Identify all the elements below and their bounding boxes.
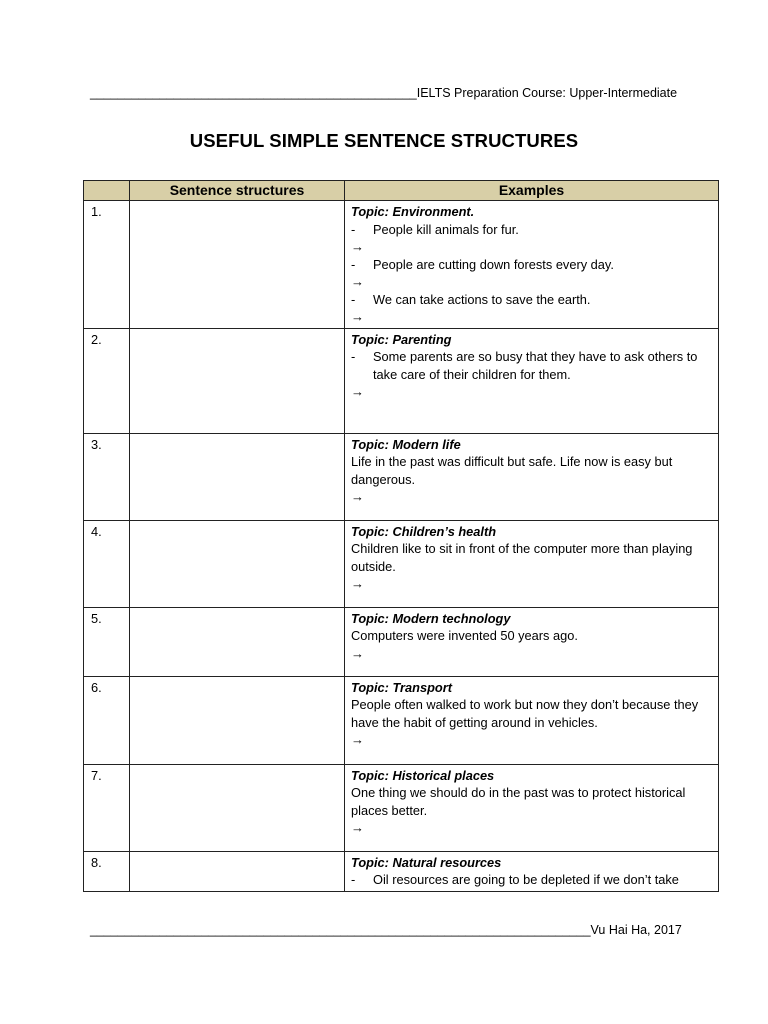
- header-sentence-structures: Sentence structures: [130, 181, 345, 201]
- row-number: 2.: [84, 328, 130, 433]
- table-row: [84, 851, 719, 891]
- row-number: 5.: [84, 607, 130, 676]
- arrow-right-icon: →: [351, 489, 364, 504]
- example-item: - Oil resources are going to be depleted if we don’t take: [351, 872, 679, 887]
- header-rule: _______________________________________________: [90, 86, 417, 100]
- row-number: 3.: [84, 433, 130, 520]
- example-item: - People kill animals for fur.: [351, 221, 519, 237]
- example-cell: [345, 433, 719, 520]
- topic-label: Topic: Children’s health: [351, 523, 497, 539]
- footer-author: Vu Hai Ha, 2017: [590, 923, 682, 937]
- row-number: 4.: [84, 520, 130, 607]
- header-course: IELTS Preparation Course: Upper-Intermediate: [416, 86, 678, 100]
- topic-label: Topic: Natural resources: [351, 854, 502, 870]
- arrow-right-icon: →: [351, 645, 364, 661]
- structure-cell[interactable]: [130, 851, 345, 891]
- example-cell: [345, 764, 719, 851]
- structure-cell[interactable]: [130, 764, 345, 851]
- arrow-right-icon: →: [351, 576, 364, 591]
- structure-cell[interactable]: [130, 201, 345, 329]
- arrow-right-icon: →: [351, 274, 364, 289]
- arrow-right-icon: →: [351, 309, 364, 324]
- row-number: 6.: [84, 676, 130, 764]
- sentence-structures-table: [83, 180, 719, 892]
- structure-cell[interactable]: [130, 520, 345, 607]
- example-text: People often walked to work but now they don’t because they have the habit of getting around in vehicles.: [351, 697, 699, 730]
- example-text: Life in the past was difficult but safe. Life now is easy but dangerous.: [351, 454, 673, 487]
- table-row: [84, 676, 719, 764]
- header-examples: Examples: [345, 181, 719, 201]
- row-number: 1.: [84, 201, 130, 329]
- page-footer: [90, 923, 682, 937]
- structure-cell[interactable]: [130, 433, 345, 520]
- example-item: - People are cutting down forests every day.: [351, 256, 614, 272]
- example-cell: [345, 328, 719, 433]
- arrow-right-icon: →: [351, 384, 364, 399]
- example-cell: [345, 851, 719, 891]
- structure-cell[interactable]: [130, 328, 345, 433]
- page-header: [90, 86, 677, 100]
- table-header-row: [84, 181, 719, 201]
- topic-label: Topic: Historical places: [351, 767, 495, 783]
- arrow-right-icon: →: [351, 820, 364, 835]
- topic-label: Topic: Transport: [351, 679, 452, 695]
- table-row: [84, 607, 719, 676]
- topic-label: Topic: Modern life: [351, 436, 461, 452]
- table-row: [84, 328, 719, 433]
- table-row: [84, 201, 719, 329]
- table-row: [84, 520, 719, 607]
- example-cell: [345, 520, 719, 607]
- topic-label: Topic: Parenting: [351, 331, 452, 347]
- page-title: USEFUL SIMPLE SENTENCE STRUCTURES: [189, 130, 579, 151]
- arrow-right-icon: →: [351, 239, 364, 254]
- table-row: [84, 433, 719, 520]
- example-cell: [345, 201, 719, 329]
- structure-cell[interactable]: [130, 607, 345, 676]
- example-text: Children like to sit in front of the computer more than playing outside.: [351, 541, 693, 574]
- example-cell: [345, 676, 719, 764]
- example-text: One thing we should do in the past was to protect historical places better.: [351, 785, 686, 818]
- topic-label: Topic: Modern technology: [351, 610, 511, 626]
- structure-cell[interactable]: [130, 676, 345, 764]
- example-text: Computers were invented 50 years ago.: [351, 628, 578, 643]
- example-cell: [345, 607, 719, 676]
- topic-label: Topic: Environment.: [351, 204, 475, 219]
- example-item: - We can take actions to save the earth.: [351, 291, 591, 307]
- arrow-right-icon: →: [351, 732, 364, 747]
- footer-rule: ________________________________________________________________________: [90, 923, 591, 937]
- example-item: - Some parents are so busy that they have to ask others to take care of their children for them.: [351, 349, 698, 382]
- row-number: 8.: [84, 851, 130, 891]
- row-number: 7.: [84, 764, 130, 851]
- table-row: [84, 764, 719, 851]
- header-number: [84, 181, 130, 201]
